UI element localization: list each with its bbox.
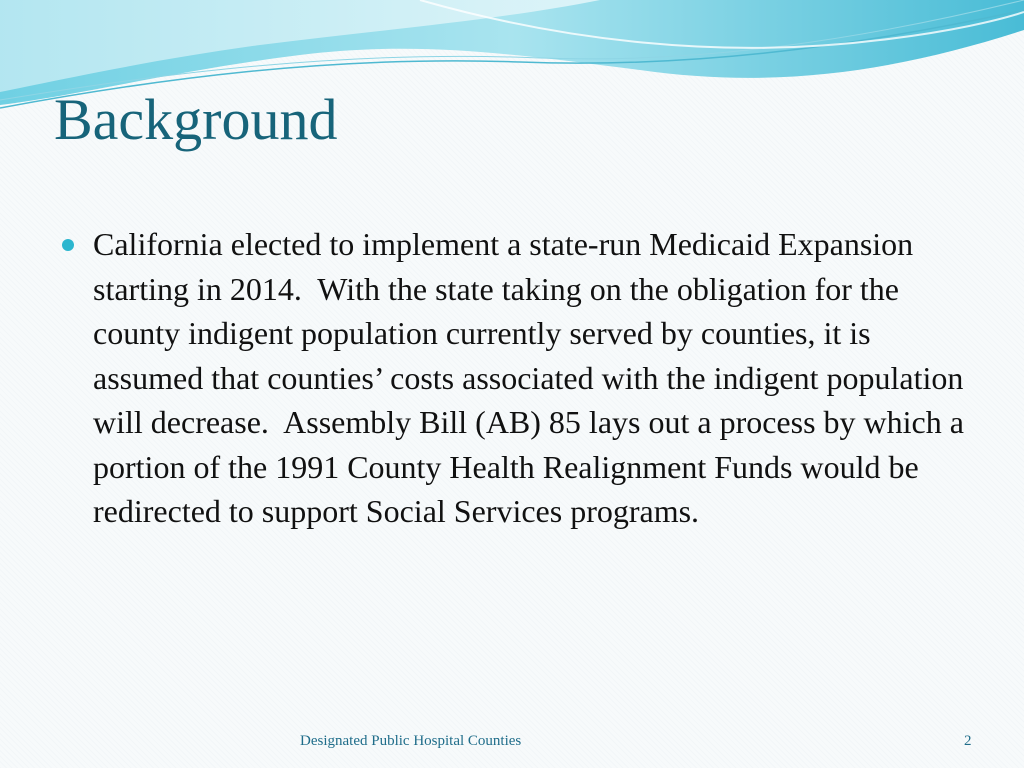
slide-title: Background [54, 87, 338, 152]
page-number: 2 [964, 733, 972, 749]
bullet-item [62, 222, 982, 534]
bullet-text: California elected to implement a state-run Medicaid Expansion starting in 2014. With the state taking on the obligation for the county indigent population currently served by counties, it is assumed that counties’ costs associated with the indigent population will decrease. Assembly Bill (AB) 85 lays out a process by which a portion of the 1991 County Health Realignment Funds would be redirected to support Social Services programs. [93, 226, 964, 529]
footer-text: Designated Public Hospital Counties [300, 733, 522, 749]
slide-body [62, 222, 982, 534]
bullet-dot-icon [62, 239, 74, 251]
